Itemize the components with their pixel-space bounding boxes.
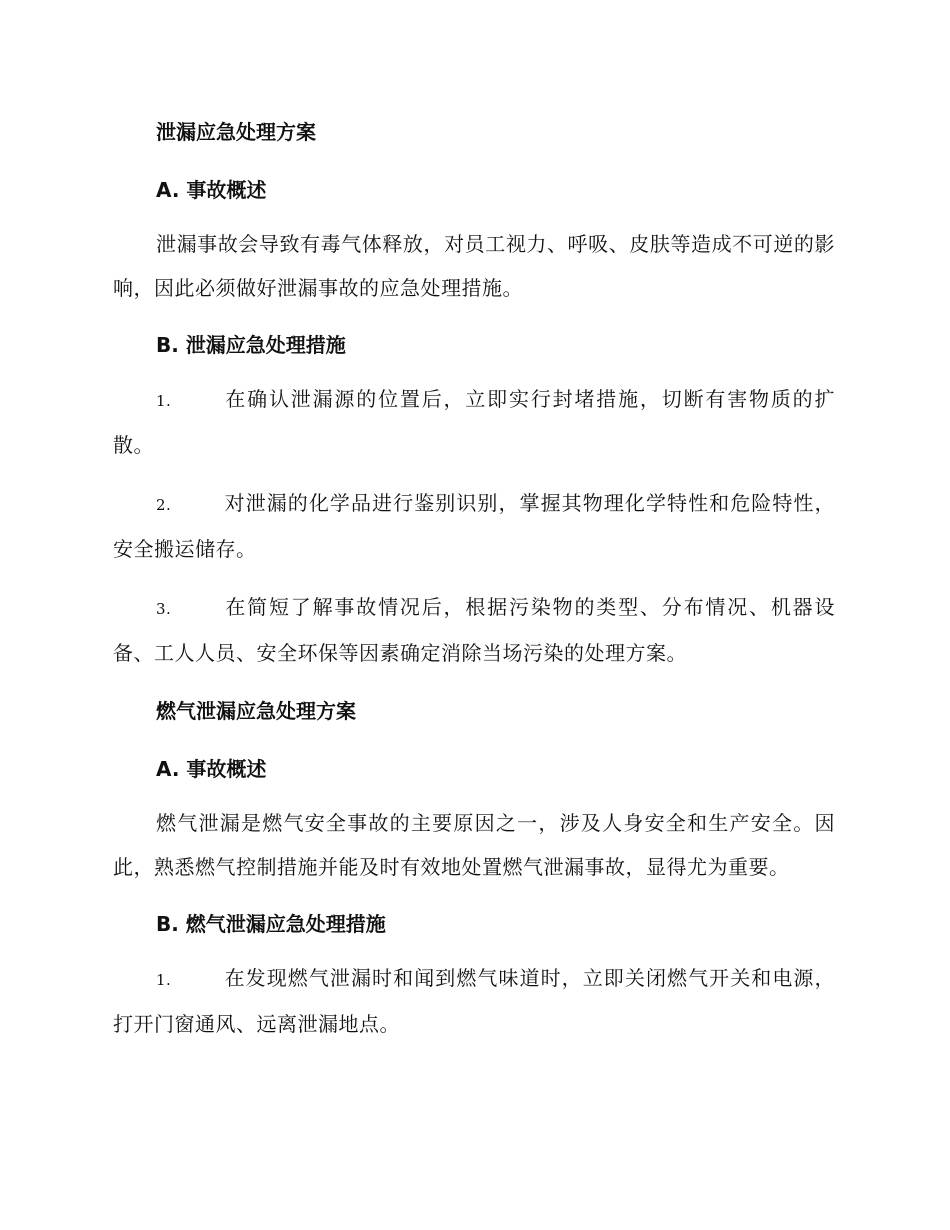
section-title: 泄漏应急处理方案: [156, 120, 316, 144]
measure-item: [113, 956, 835, 1046]
measure-number: 2.: [156, 496, 172, 514]
overview-heading: A. 事故概述: [156, 757, 267, 781]
measures-heading: B. 燃气泄漏应急处理措施: [156, 912, 386, 936]
measure-item: [113, 481, 835, 571]
measure-number: 1.: [156, 971, 172, 989]
measure-item: [113, 377, 835, 467]
measure-text: 在简短了解事故情况后，根据污染物的类型、分布情况、机器设备、工人人员、安全环保等因素确定消除当场污染的处理方案。: [113, 595, 835, 665]
measure-text: 在发现燃气泄漏时和闻到燃气味道时，立即关闭燃气开关和电源，打开门窗通风、远离泄漏地点。: [113, 966, 835, 1036]
overview-heading: A. 事故概述: [156, 178, 267, 202]
document-page: [113, 110, 835, 1060]
section-leak: [113, 110, 835, 675]
measures-heading: B. 泄漏应急处理措施: [156, 333, 346, 357]
overview-paragraph: 燃气泄漏是燃气安全事故的主要原因之一，涉及人身安全和生产安全。因此，熟悉燃气控制措施并能及时有效地处置燃气泄漏事故，显得尤为重要。: [113, 811, 835, 879]
measure-text: 在确认泄漏源的位置后，立即实行封堵措施，切断有害物质的扩散。: [113, 387, 835, 457]
section-gas-leak: [113, 689, 835, 1046]
section-title: 燃气泄漏应急处理方案: [156, 699, 356, 723]
measure-text: 对泄漏的化学品进行鉴别识别，掌握其物理化学特性和危险特性，安全搬运储存。: [113, 491, 835, 561]
overview-paragraph: 泄漏事故会导致有毒气体释放，对员工视力、呼吸、皮肤等造成不可逆的影响，因此必须做好泄漏事故的应急处理措施。: [113, 232, 835, 300]
measure-number: 3.: [156, 600, 172, 618]
measure-item: [113, 585, 835, 675]
measure-number: 1.: [156, 392, 172, 410]
